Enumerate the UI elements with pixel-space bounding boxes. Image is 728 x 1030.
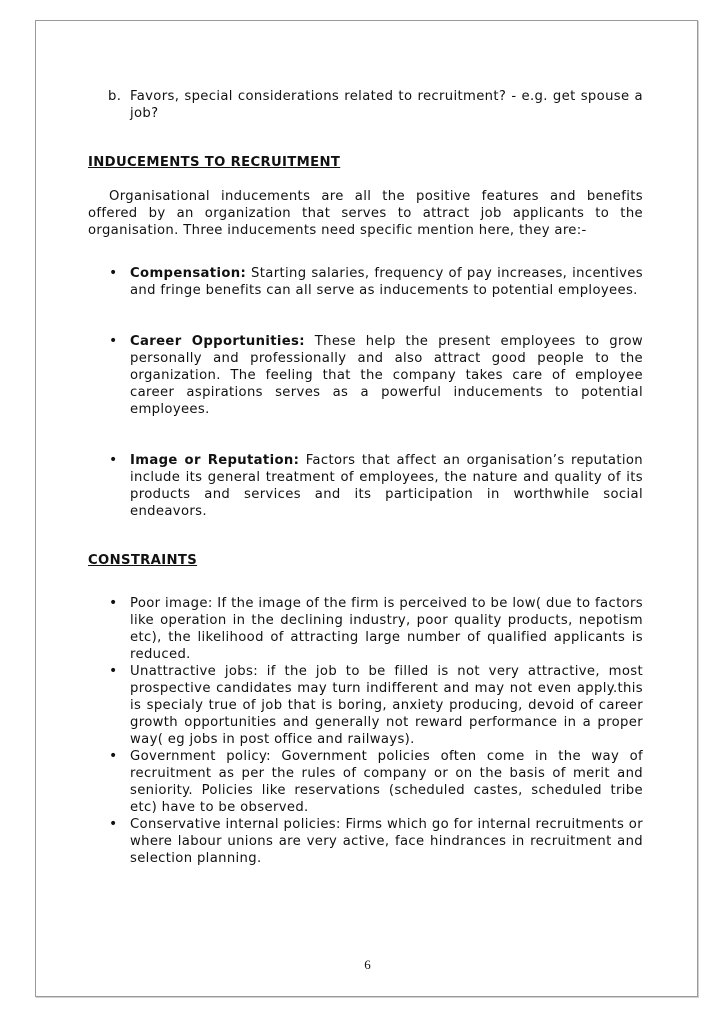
- bullet-text: [130, 333, 643, 418]
- document-page: [35, 20, 698, 997]
- bullet-body: Factors that affect an organisation’s reputation include its general treatment of employees, the nature and quality of its products and services and its participation in worthwhile social endeavors.: [130, 453, 644, 519]
- constraints-list: [88, 595, 643, 867]
- bullet-icon: •: [109, 265, 118, 281]
- inducements-intro-paragraph: Organisational inducements are all the positive features and benefits offered by an organization that serves to attract job applicants to the organisation. Three inducements need specific mention here, they are:-: [88, 189, 643, 238]
- bullet-icon: •: [109, 452, 118, 468]
- bullet-text: Unattractive jobs: if the job to be filled is not very attractive, most prospective candidates may turn indifferent and may not even apply.this is specialy true of job that is boring, anxiety producing, devoid of career growth opportunities and generally not reward performance in a proper way( eg jobs in post office and railways).: [130, 664, 643, 747]
- bullet-text: Government policy: Government policies often come in the way of recruitment as per the rules of company or on the basis of merit and seniority. Policies like reservations (scheduled castes, scheduled tribe etc) have to be observed.: [130, 749, 643, 815]
- bullet-lead: Image or Reputation:: [130, 453, 300, 468]
- list-item: [109, 333, 643, 418]
- list-marker: b.: [108, 89, 122, 104]
- list-item-b: [108, 88, 643, 122]
- list-item: [109, 595, 643, 663]
- bullet-lead: Compensation:: [130, 266, 247, 281]
- bullet-text: [130, 265, 643, 299]
- list-item: [109, 663, 643, 748]
- bullet-body: These help the present employees to grow personally and professionally and also attract good people to the organization. The feeling that the company takes care of employee career aspirations serves as a powerful inducements to potential employees.: [130, 334, 643, 417]
- bullet-icon: •: [109, 816, 118, 832]
- bullet-icon: •: [109, 333, 118, 349]
- bullet-text: Conservative internal policies: Firms which go for internal recruitments or where labour unions are very active, face hindrances in recruitment and selection planning.: [130, 817, 643, 866]
- list-item: [109, 452, 643, 520]
- page-content: [88, 88, 643, 867]
- inducements-list: [88, 265, 643, 520]
- section-heading-constraints: CONSTRAINTS: [88, 553, 198, 568]
- page-number: 6: [364, 957, 371, 972]
- bullet-icon: •: [109, 748, 118, 764]
- list-item: [109, 748, 643, 816]
- bullet-lead: Career Opportunities:: [130, 334, 305, 349]
- bullet-text: Poor image: If the image of the firm is perceived to be low( due to factors like operation in the declining industry, poor quality products, nepotism etc), the likelihood of attracting large number of qualified applicants is reduced.: [130, 596, 643, 662]
- section-heading-inducements: INDUCEMENTS TO RECRUITMENT: [88, 155, 341, 170]
- list-item: [109, 816, 643, 867]
- list-item: [109, 265, 643, 299]
- bullet-icon: •: [109, 595, 118, 611]
- bullet-text: [130, 452, 643, 520]
- bullet-icon: •: [109, 663, 118, 679]
- list-item-text: Favors, special considerations related to recruitment? - e.g. get spouse a job?: [130, 89, 643, 121]
- bullet-body: Starting salaries, frequency of pay increases, incentives and fringe benefits can all serve as inducements to potential employees.: [130, 266, 643, 298]
